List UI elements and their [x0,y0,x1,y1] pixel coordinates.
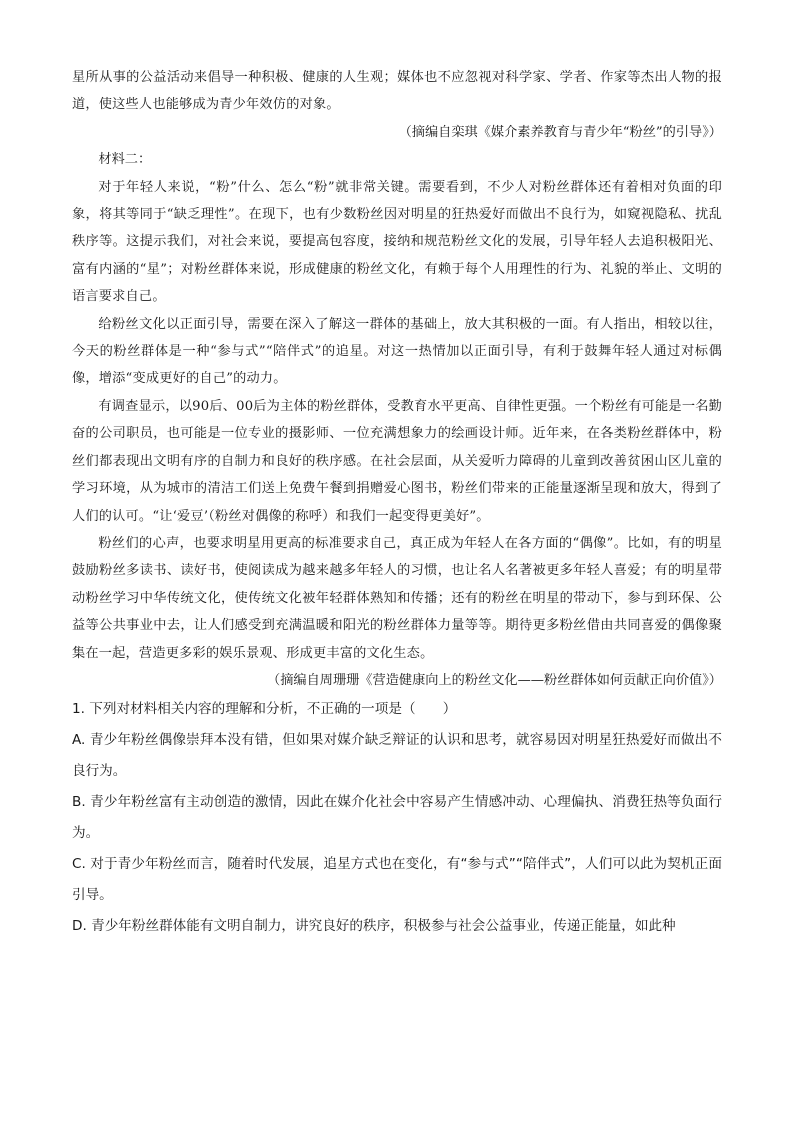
question-stem: 1. 下列对材料相关内容的理解和分析，不正确的一项是（ ） [72,701,457,718]
material2-heading: 材料二： [98,152,152,168]
material2-paragraph-4: 粉丝们的心声，也要求明星用更高的标准要求自己，真正成为年轻人在各方面的“偶像”。比如，有的明星鼓励粉丝多读书、读好书，使阅读成为越来越多年轻人的习惯，也让名人名著被更多年轻人喜爱；有的明星带动粉丝学习中华传统文化，使传统文化被年轻群体熟知和传播；还有的粉丝在明星的带动下，参与到环保、公益等公共事业中去，让人们感受到充满温暖和阳光的粉丝群体力量等等。期待更多粉丝借由共同喜爱的偶像聚集在一起，营造更多彩的娱乐景观、形成更丰富的文化生态。 [72,535,722,661]
material2-source: （摘编自周珊珊《营造健康向上的粉丝文化——粉丝群体如何贡献正向价值》） [267,672,722,688]
material2-paragraph-1: 对于年轻人来说，“粉”什么、怎么“粉”就非常关键。需要看到，不少人对粉丝群体还有着相对负面的印象，将其等同于“缺乏理性”。在现下，也有少数粉丝因对明星的狂热爱好而做出不良行为，如窥视隐私、扰乱秩序等。这提示我们，对社会来说，要提高包容度，接纳和规范粉丝文化的发展，引导年轻人去追积极阳光、富有内涵的“星”；对粉丝群体来说，形成健康的粉丝文化，有赖于每个人用理性的行为、礼貌的举止、文明的语言要求自己。 [72,179,722,305]
document-body [72,64,722,942]
material2-paragraph-3: 有调查显示，以90后、00后为主体的粉丝群体，受教育水平更高、自律性更强。一个粉丝有可能是一名勤奋的公司职员，也可能是一位专业的摄影师、一位充满想象力的绘画设计师。近年来，在各类粉丝群体中，粉丝们都表现出文明有序的自制力和良好的秩序感。在社会层面，从关爱听力障碍的儿童到改善贫困山区儿童的学习环境，从为城市的清洁工们送上免费午餐到捐赠爱心图书，粉丝们带来的正能量逐渐呈现和放大，得到了人们的认可。“让‘爱豆’（粉丝对偶像的称呼）和我们一起变得更美好”。 [72,398,722,524]
question-option-b: B. 青少年粉丝富有主动创造的激情，因此在媒介化社会中容易产生情感冲动、心理偏执、消费狂热等负面行为。 [72,794,722,842]
question-option-a: A. 青少年粉丝偶像崇拜本没有错，但如果对媒介缺乏辩证的认识和思考，就容易因对明星狂热爱好而做出不良行为。 [72,732,722,780]
question-option-c: C. 对于青少年粉丝而言，随着时代发展，追星方式也在变化，有“参与式”“陪伴式”，人们可以此为契机正面引导。 [72,856,722,904]
question-option-d: D. 青少年粉丝群体能有文明自制力，讲究良好的秩序，积极参与社会公益事业，传递正能量，如此种 [72,918,676,935]
material2-paragraph-2: 给粉丝文化以正面引导，需要在深入了解这一群体的基础上，放大其积极的一面。有人指出，相较以往，今天的粉丝群体是一种“参与式”“陪伴式”的追星。对这一热情加以正面引导，有利于鼓舞年轻人通过对标偶像，增添“变成更好的自己”的动力。 [72,316,722,387]
material1-source: （摘编自栾琪《媒介素养教育与青少年“粉丝”的引导》） [398,124,722,140]
material1-tail-paragraph: 星所从事的公益活动来倡导一种积极、健康的人生观；媒体也不应忽视对科学家、学者、作家等杰出人物的报道，使这些人也能够成为青少年效仿的对象。 [72,70,722,113]
